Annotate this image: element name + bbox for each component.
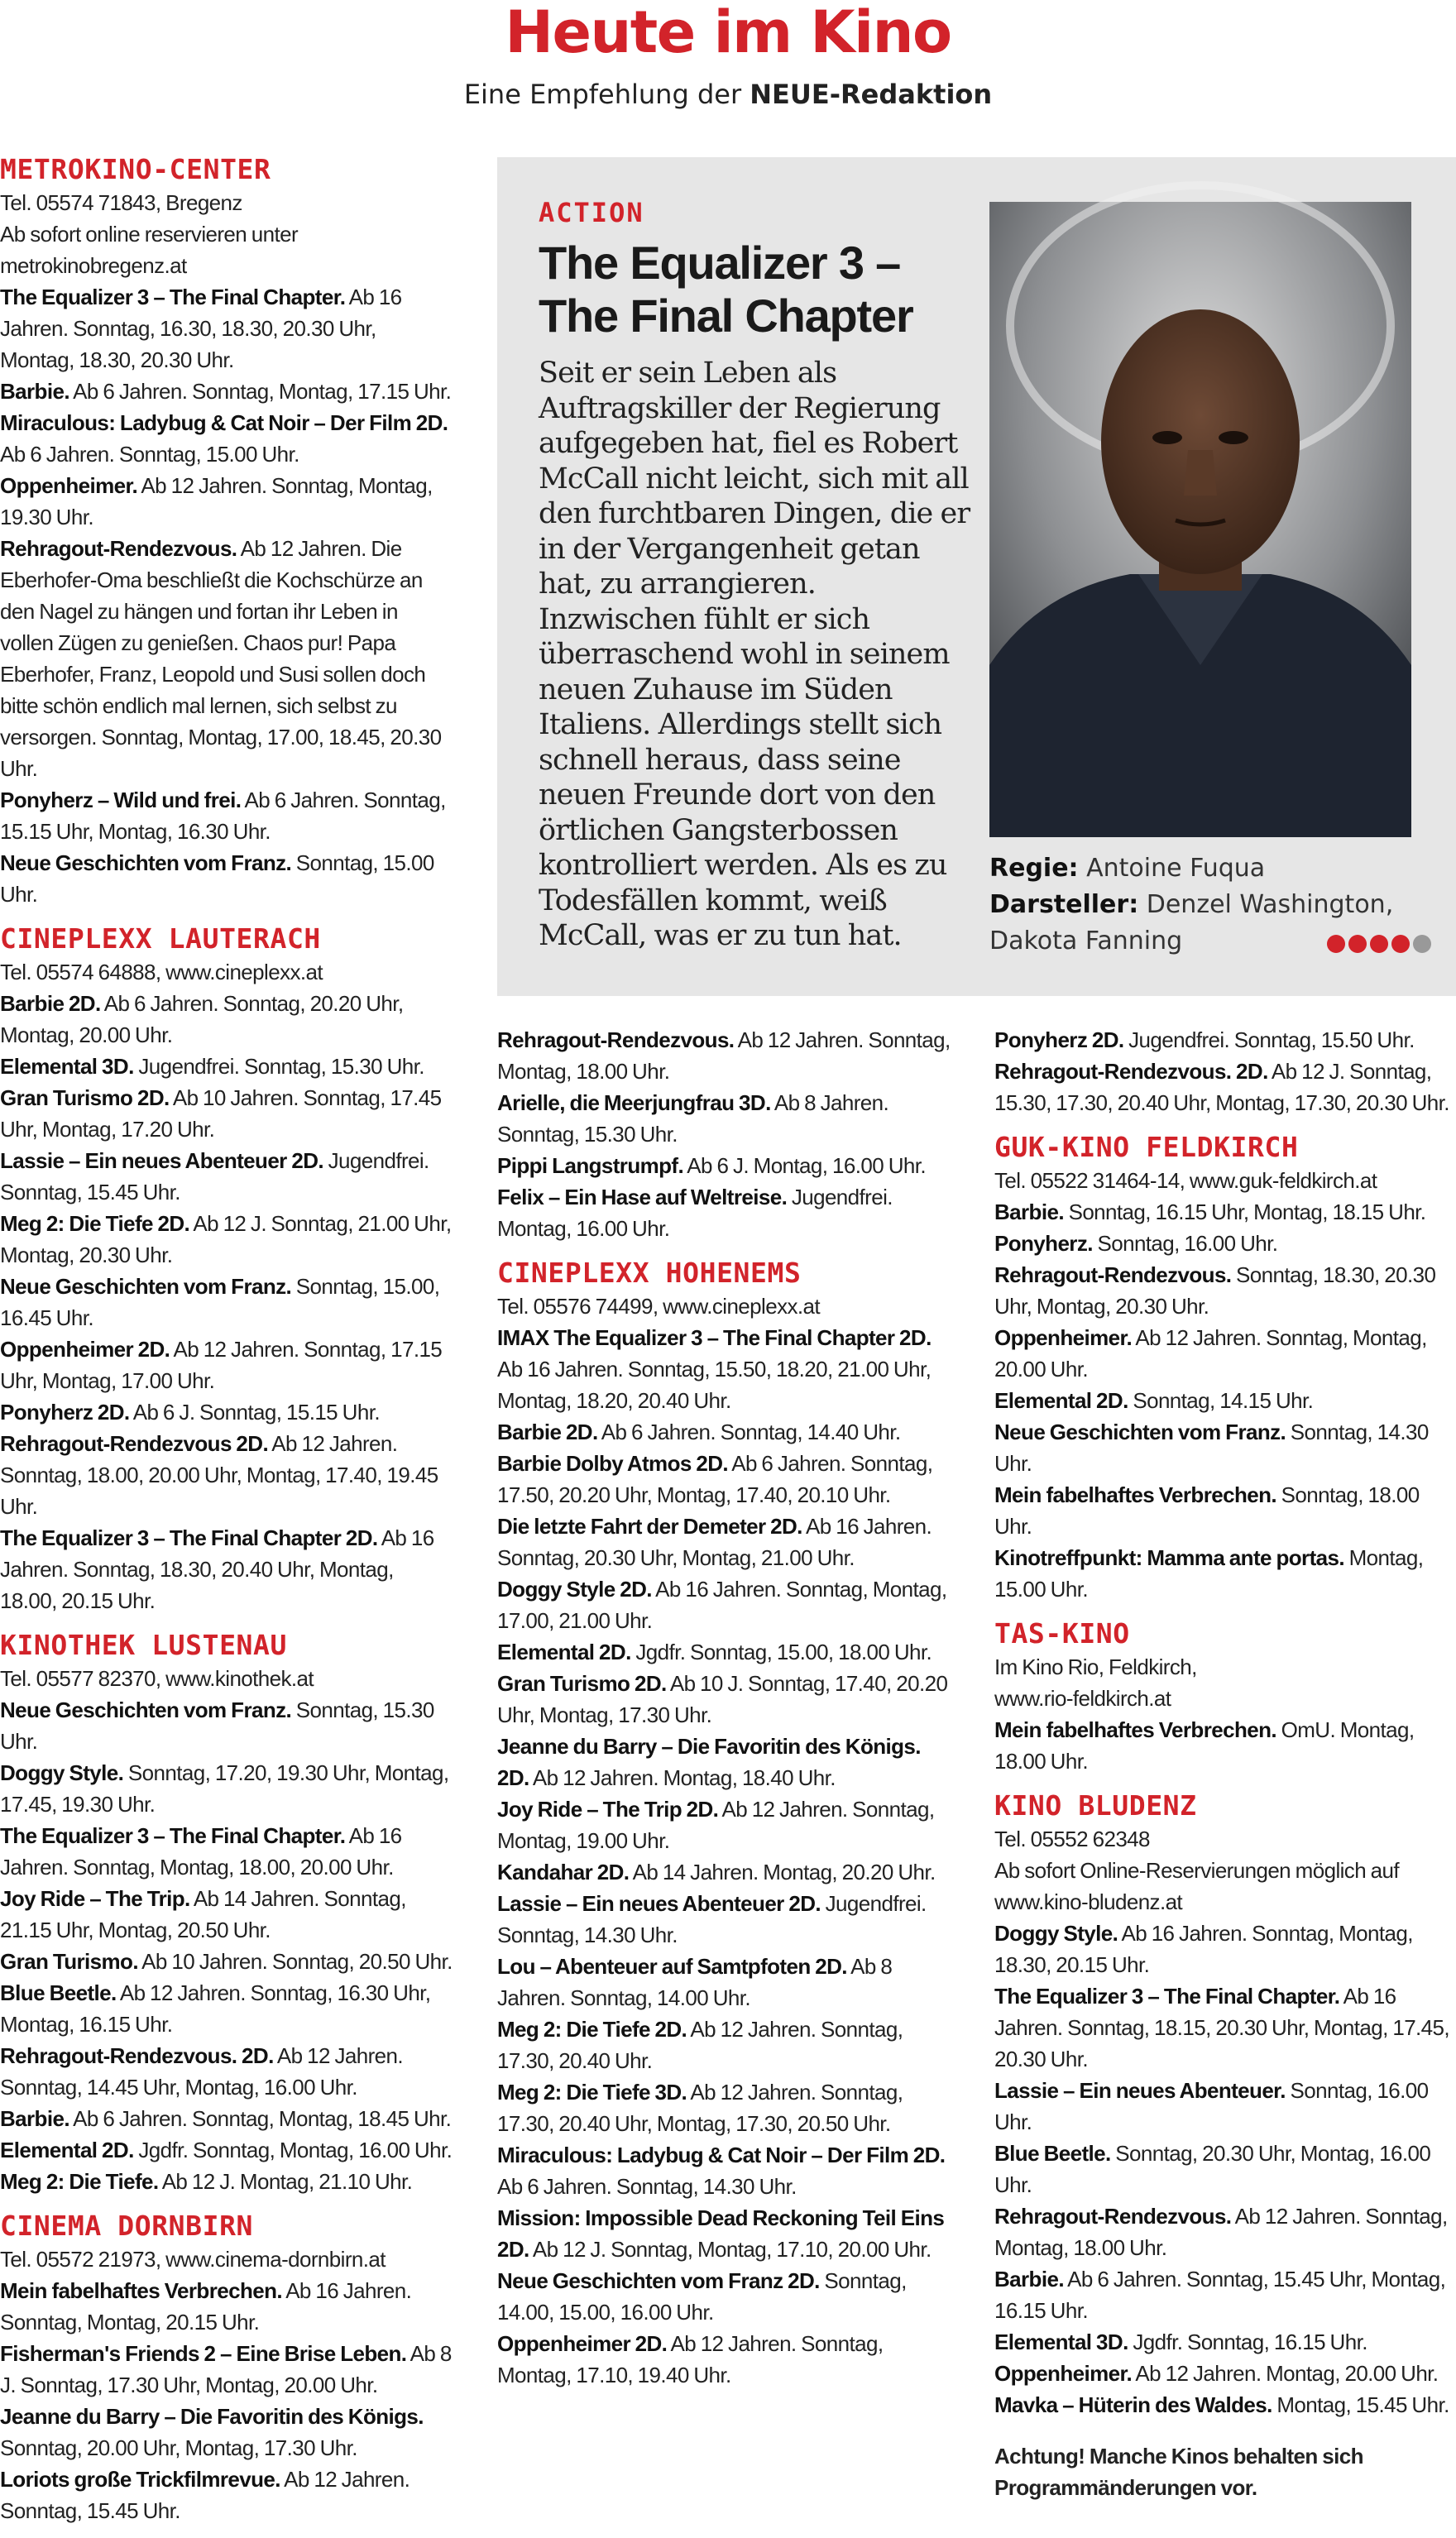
movie-title: Meg 2: Die Tiefe.: [0, 2169, 159, 2194]
screening-entry: [497, 1511, 951, 1573]
movie-still-image: [989, 202, 1411, 837]
screening-entry: [994, 1228, 1456, 1259]
movie-title: Elemental 2D.: [994, 1388, 1128, 1413]
movie-title: Gran Turismo 2D.: [497, 1671, 667, 1696]
cinema-info: Ab sofort online reservieren unter metrokinobregenz.at: [0, 222, 299, 278]
screening-entry: [994, 1542, 1456, 1605]
movie-title: Fisherman's Friends 2 – Eine Brise Leben.: [0, 2341, 407, 2366]
movie-title: Die letzte Fahrt der Demeter 2D.: [497, 1514, 802, 1539]
movie-title: Rehragout-Rendezvous.: [497, 1027, 735, 1052]
movie-title: Neue Geschichten vom Franz.: [0, 1698, 292, 1722]
screening-entry: [0, 533, 453, 784]
screening-times: Ab 12 Jahren. Die Eberhofer-Oma beschließt die Kochschürze an den Nagel zu hängen und fortan ihr Leben in vollen Zügen zu genießen. Chaos pur! Papa Eberhofer, Franz, Leopold und Susi sollen doch bitte schön endlich mal lernen, sich selbst zu versorgen. Sonntag, Montag, 17.00, 18.45, 20.30 Uhr.: [0, 536, 442, 781]
screening-entry: [0, 847, 453, 910]
cinema-name: GUK-KINO FELDKIRCH: [994, 1131, 1299, 1163]
screening-times: Sonntag, 18.00 Uhr.: [994, 1482, 1420, 1539]
movie-title: Elemental 2D.: [497, 1640, 631, 1664]
movie-title: Barbie.: [0, 379, 69, 404]
movie-title: Doggy Style.: [994, 1921, 1118, 1946]
movie-title: The Equalizer 3 – The Final Chapter.: [994, 1984, 1340, 2009]
rating-dot-empty: [1413, 935, 1431, 953]
program-change-note: Achtung! Manche Kinos behalten sich Programmänderungen vor.: [994, 2444, 1363, 2500]
screening-times: Jugendfrei. Montag, 16.00 Uhr.: [497, 1185, 893, 1241]
screening-times: Jgdfr. Sonntag, 16.15 Uhr.: [1128, 2330, 1367, 2354]
column-1: [0, 152, 453, 2538]
movie-title: Mission: Impossible Dead Reckoning Teil Eins 2D.: [497, 2205, 945, 2262]
cinema-name: CINEPLEXX LAUTERACH: [0, 922, 321, 955]
screening-times: Jugendfrei. Sonntag, 15.30 Uhr.: [133, 1054, 424, 1079]
cinema-section-tas-kino: [994, 1616, 1456, 1777]
movie-title: Felix – Ein Hase auf Weltreise.: [497, 1185, 788, 1209]
movie-title: Neue Geschichten vom Franz.: [994, 1420, 1286, 1444]
screening-times: Ab 16 Jahren. Sonntag, Montag, 17.00, 21.00 Uhr.: [497, 1577, 947, 1633]
movie-title: The Equalizer 3 – The Final Chapter 2D.: [0, 1525, 378, 1550]
screening-times: Ab 6 Jahren. Sonntag, 15.00 Uhr.: [0, 442, 299, 467]
screening-entry: [0, 1694, 453, 1757]
screening-entry: [994, 1416, 1456, 1479]
movie-title: Doggy Style 2D.: [497, 1577, 652, 1602]
screening-entry: [994, 1056, 1456, 1118]
column-3: [994, 1024, 1456, 2503]
movie-title: Jeanne du Barry – Die Favoritin des Königs. 2D.: [497, 1734, 921, 1790]
screening-entry: [497, 2014, 951, 2076]
screening-entry: [994, 1322, 1456, 1385]
screening-times: Sonntag, 14.00, 15.00, 16.00 Uhr.: [497, 2268, 907, 2325]
screening-times: Ab 12 Jahren. Sonntag, 18.00, 20.00 Uhr, Montag, 17.40, 19.45 Uhr.: [0, 1431, 438, 1519]
screening-times: Jgdfr. Sonntag, Montag, 16.00 Uhr.: [133, 2138, 453, 2162]
screening-times: Ab 12 Jahren. Sonntag, 17.30, 20.40 Uhr.: [497, 2017, 903, 2073]
movie-title: Oppenheimer.: [994, 2361, 1133, 2386]
screening-entry: [0, 784, 453, 847]
rating-dot-filled: [1391, 935, 1410, 953]
movie-title: Barbie.: [994, 2267, 1064, 2291]
screening-entry: [0, 1145, 453, 1208]
screening-times: Ab 12 Jahren. Sonntag, 15.45 Uhr.: [0, 2467, 410, 2523]
screening-entry: [497, 1448, 951, 1511]
screening-entry: [0, 2338, 453, 2401]
movie-title: Neue Geschichten vom Franz.: [0, 850, 292, 875]
subtitle-prefix: Eine Empfehlung der: [463, 79, 750, 110]
column-2: [497, 1024, 951, 2402]
movie-title: Meg 2: Die Tiefe 2D.: [0, 1211, 190, 1236]
screening-entry: [994, 1024, 1456, 1056]
screening-times: OmU. Montag, 18.00 Uhr.: [994, 1717, 1415, 1774]
cinema-info: Tel. 05574 64888, www.cineplexx.at: [0, 960, 323, 984]
screening-entry: [0, 2040, 453, 2103]
cinema-name: TAS-KINO: [994, 1617, 1130, 1650]
screening-times: Sonntag, 20.30 Uhr, Montag, 16.00 Uhr.: [994, 2141, 1431, 2197]
screening-entry: [0, 2401, 453, 2464]
screening-entry: [994, 1385, 1456, 1416]
screening-times: Ab 12 J. Sonntag, 21.00 Uhr, Montag, 20.30 Uhr.: [0, 1211, 452, 1267]
movie-title: Miraculous: Ladybug & Cat Noir – Der Film 2D.: [497, 2143, 946, 2167]
screening-times: Sonntag, 15.30 Uhr.: [0, 1698, 434, 1754]
screening-times: Ab 8 J. Sonntag, 17.30 Uhr, Montag, 20.00 Uhr.: [0, 2341, 452, 2397]
screening-entry: [497, 1573, 951, 1636]
screening-times: Ab 12 Jahren. Sonntag, 17.30, 20.40 Uhr, Montag, 17.30, 20.50 Uhr.: [497, 2080, 903, 2136]
screening-times: Ab 12 Jahren. Sonntag, Montag, 17.10, 19.40 Uhr.: [497, 2331, 884, 2387]
screening-entry: [994, 2389, 1456, 2421]
screening-times: Ab 16 Jahren. Sonntag, Montag, 18.30, 20.15 Uhr.: [994, 1921, 1413, 1977]
screening-times: Ab 10 Jahren. Sonntag, 17.45 Uhr, Montag, 17.20 Uhr.: [0, 1085, 442, 1142]
cinema-info: Ab sofort Online-Reservierungen möglich auf www.kino-bludenz.at: [994, 1858, 1400, 1914]
screening-times: Ab 12 Jahren. Sonntag, Montag, 20.00 Uhr.: [994, 1325, 1427, 1382]
screening-times: Sonntag, 14.15 Uhr.: [1128, 1388, 1314, 1413]
cinema-section: [994, 1024, 1456, 1118]
cinema-section-cineplexx-hohenems: [497, 1256, 951, 2391]
movie-title: Mein fabelhaftes Verbrechen.: [0, 2278, 282, 2303]
movie-title: Rehragout-Rendezvous 2D.: [0, 1431, 269, 1456]
screening-times: Ab 6 Jahren. Sonntag, 14.30 Uhr.: [497, 2174, 797, 2199]
feature-genre: ACTION: [539, 197, 644, 228]
screening-times: Jugendfrei. Sonntag, 15.45 Uhr.: [0, 1148, 429, 1204]
feature-title-line1: The Equalizer 3 –: [539, 237, 901, 289]
screening-times: Ab 16 Jahren. Sonntag, 20.30 Uhr, Montag, 21.00 Uhr.: [497, 1514, 932, 1570]
screening-times: Sonntag, 14.30 Uhr.: [994, 1420, 1429, 1476]
screening-times: Sonntag, 18.30, 20.30 Uhr, Montag, 20.30 Uhr.: [994, 1262, 1436, 1319]
subtitle-bold: NEUE-Redaktion: [750, 79, 993, 110]
screening-times: Jugendfrei. Sonntag, 15.50 Uhr.: [1123, 1027, 1415, 1052]
movie-title: Lassie – Ein neues Abenteuer.: [994, 2078, 1286, 2103]
cinema-name: METROKINO-CENTER: [0, 153, 271, 185]
movie-title: Lou – Abenteuer auf Samtpfoten 2D.: [497, 1954, 847, 1979]
movie-title: Pippi Langstrumpf.: [497, 1153, 684, 1178]
screening-entry: [0, 1396, 453, 1428]
movie-title: Ponyherz 2D.: [994, 1027, 1124, 1052]
page-subtitle: [0, 78, 1456, 111]
screening-times: Ab 14 Jahren. Montag, 20.20 Uhr.: [629, 1860, 936, 1884]
screening-entry: [497, 1888, 951, 1951]
screening-times: Ab 16 Jahren. Sonntag, 16.30, 18.30, 20.30 Uhr, Montag, 18.30, 20.30 Uhr.: [0, 285, 402, 372]
screening-entry: [497, 1636, 951, 1668]
screening-entry: [497, 1322, 951, 1416]
screening-entry: [497, 2265, 951, 2328]
screening-times: Sonntag, 20.00 Uhr, Montag, 17.30 Uhr.: [0, 2435, 357, 2460]
movie-title: Rehragout-Rendezvous. 2D.: [0, 2043, 274, 2068]
movie-title: Arielle, die Meerjungfrau 3D.: [497, 1090, 771, 1115]
screening-times: Jugendfrei. Sonntag, 14.30 Uhr.: [497, 1891, 927, 1947]
movie-title: The Equalizer 3 – The Final Chapter.: [0, 1823, 346, 1848]
screening-entry: [0, 2166, 453, 2197]
screening-times: Ab 6 J. Montag, 16.00 Uhr.: [683, 1153, 926, 1178]
screening-entry: [497, 1416, 951, 1448]
feature-title: [539, 237, 969, 342]
screening-entry: [0, 376, 453, 407]
screening-times: Ab 6 Jahren. Sonntag, 15.45 Uhr, Montag, 16.15 Uhr.: [994, 2267, 1446, 2323]
screening-times: Ab 16 Jahren. Sonntag, 18.30, 20.40 Uhr, Montag, 18.00, 20.15 Uhr.: [0, 1525, 434, 1613]
cinema-info: www.rio-feldkirch.at: [994, 1686, 1171, 1711]
cinema-section-cinema-dornbirn: [0, 2209, 453, 2526]
cinema-info: Tel. 05574 71843, Bregenz: [0, 190, 242, 215]
screening-entry: [497, 1087, 951, 1150]
screening-times: Ab 12 J. Sonntag, Montag, 17.10, 20.00 Uhr.: [529, 2237, 932, 2262]
screening-entry: [0, 1820, 453, 1883]
movie-title: Oppenheimer 2D.: [497, 2331, 668, 2356]
screening-entry: [994, 1196, 1456, 1228]
screening-times: Ab 12 Jahren. Sonntag, Montag, 18.00 Uhr.: [994, 2204, 1448, 2260]
cinema-info: Tel. 05522 31464-14, www.guk-feldkirch.at: [994, 1168, 1377, 1193]
screening-entry: [0, 2464, 453, 2526]
movie-title: Mein fabelhaftes Verbrechen.: [994, 1717, 1276, 1742]
screening-times: Sonntag, 16.00 Uhr.: [1092, 1231, 1278, 1256]
screening-entry: [0, 2275, 453, 2338]
movie-title: Elemental 3D.: [994, 2330, 1128, 2354]
movie-title: Gran Turismo.: [0, 1949, 138, 1974]
screening-entry: [0, 2103, 453, 2134]
cinema-section-metrokino-center: [0, 152, 453, 910]
screening-times: Ab 12 J. Sonntag, 15.30, 17.30, 20.40 Uhr, Montag, 17.30, 20.30 Uhr.: [994, 1059, 1449, 1115]
movie-title: Kinotreffpunkt: Mamma ante portas.: [994, 1545, 1344, 1570]
movie-title: Mein fabelhaftes Verbrechen.: [994, 1482, 1276, 1507]
feature-body: Seit er sein Leben als Auftragskiller der Regierung aufgegeben hat, fiel es Robert McCall nicht leicht, sich mit all den furchtbaren Dingen, die er in der Vergangenheit getan hat, zu arrangieren. Inzwischen fühlt er sich überraschend wohl in seinem neuen Zuhause im Süden Italiens. Allerdings stellt sich schnell heraus, dass seine neuen Freunde dort von den örtlichen Gangsterbossen kontrolliert werden. Als es zu Todesfällen kommt, weiß McCall, was er zu tun hat.: [539, 357, 970, 952]
movie-title: Mavka – Hüterin des Waldes.: [994, 2392, 1272, 2417]
movie-title: Barbie Dolby Atmos 2D.: [497, 1451, 729, 1476]
movie-title: Barbie 2D.: [497, 1420, 598, 1444]
screening-entry: [0, 1946, 453, 1977]
screening-entry: [497, 1668, 951, 1731]
screening-entry: [994, 2326, 1456, 2358]
cinema-info: Tel. 05572 21973, www.cinema-dornbirn.at: [0, 2247, 386, 2272]
screening-times: Ab 16 Jahren. Sonntag, 15.50, 18.20, 21.00 Uhr, Montag, 18.20, 20.40 Uhr.: [497, 1357, 932, 1413]
screening-times: Ab 6 Jahren. Sonntag, 15.15 Uhr, Montag, 16.30 Uhr.: [0, 788, 446, 844]
screening-entry: [0, 1522, 453, 1616]
screening-times: Ab 16 Jahren. Sonntag, 18.15, 20.30 Uhr, Montag, 17.45, 20.30 Uhr.: [994, 1984, 1450, 2071]
screening-entry: [994, 1714, 1456, 1777]
screening-entry: [497, 1024, 951, 1087]
screening-times: Ab 12 Jahren. Montag, 20.00 Uhr.: [1132, 2361, 1439, 2386]
movie-title: Neue Geschichten vom Franz.: [0, 1274, 292, 1299]
movie-title: Rehragout-Rendezvous.: [994, 2204, 1232, 2229]
screening-entry: [0, 1051, 453, 1082]
feature-credits: [989, 850, 1436, 960]
screening-entry: [497, 1731, 951, 1793]
rating-dot-filled: [1370, 935, 1388, 953]
regie-label: Regie:: [989, 854, 1079, 883]
darsteller-value: Denzel Washington, Dakota Fanning: [989, 890, 1394, 955]
darsteller-label: Darsteller:: [989, 890, 1139, 919]
cinema-section-guk-kino-feldkirch: [994, 1130, 1456, 1605]
screening-entry: [497, 2328, 951, 2391]
movie-title: Blue Beetle.: [994, 2141, 1111, 2166]
screening-times: Ab 12 Jahren. Sonntag, 14.45 Uhr, Montag, 16.00 Uhr.: [0, 2043, 403, 2100]
movie-title: Oppenheimer.: [994, 1325, 1133, 1350]
screening-entry: [497, 1856, 951, 1888]
movie-title: Oppenheimer 2D.: [0, 1337, 170, 1362]
screening-times: Ab 6 Jahren. Sonntag, Montag, 18.45 Uhr.: [69, 2106, 452, 2131]
screening-times: Sonntag, 16.15 Uhr, Montag, 18.15 Uhr.: [1063, 1200, 1426, 1224]
screening-entry: [0, 2134, 453, 2166]
screening-entry: [994, 2075, 1456, 2138]
cinema-name: KINOTHEK LUSTENAU: [0, 1629, 287, 1661]
movie-title: The Equalizer 3 – The Final Chapter.: [0, 285, 346, 309]
screening-entry: [994, 1980, 1456, 2075]
movie-title: Ponyherz 2D.: [0, 1400, 130, 1425]
screening-entry: [0, 1977, 453, 2040]
screening-times: Sonntag, 15.00 Uhr.: [0, 850, 434, 907]
movie-title: Neue Geschichten vom Franz 2D.: [497, 2268, 820, 2293]
screening-times: Ab 12 Jahren. Sonntag, Montag, 19.00 Uhr.: [497, 1797, 935, 1853]
screening-times: Ab 6 Jahren. Sonntag, 17.50, 20.20 Uhr, Montag, 17.40, 20.10 Uhr.: [497, 1451, 933, 1507]
screening-times: Ab 8 Jahren. Sonntag, 14.00 Uhr.: [497, 1954, 893, 2010]
screening-entry: [994, 2138, 1456, 2200]
cinema-info: Tel. 05576 74499, www.cineplexx.at: [497, 1294, 820, 1319]
screening-times: Ab 12 Jahren. Sonntag, 16.30 Uhr, Montag, 16.15 Uhr.: [0, 1980, 431, 2037]
screening-entry: [0, 1271, 453, 1334]
feature-box: [497, 157, 1456, 996]
movie-title: Barbie 2D.: [0, 991, 101, 1016]
movie-title: Barbie.: [994, 1200, 1064, 1224]
screening-entry: [994, 2263, 1456, 2326]
screening-entry: [497, 2076, 951, 2139]
movie-title: Joy Ride – The Trip.: [0, 1886, 190, 1911]
screening-times: Sonntag, 16.00 Uhr.: [994, 2078, 1429, 2134]
movie-title: Lassie – Ein neues Abenteuer 2D.: [0, 1148, 323, 1173]
screening-times: Montag, 15.00 Uhr.: [994, 1545, 1424, 1602]
screening-times: Ab 8 Jahren. Sonntag, 15.30 Uhr.: [497, 1090, 889, 1147]
movie-title: Ponyherz – Wild und frei.: [0, 788, 242, 812]
rating-dot-filled: [1327, 935, 1345, 953]
screening-times: Ab 12 Jahren. Sonntag, 17.15 Uhr, Montag, 17.00 Uhr.: [0, 1337, 443, 1393]
rating-dots: [1327, 935, 1431, 953]
screening-times: Sonntag, 17.20, 19.30 Uhr, Montag, 17.45, 19.30 Uhr.: [0, 1760, 449, 1817]
screening-times: Sonntag, 15.00, 16.45 Uhr.: [0, 1274, 440, 1330]
screening-entry: [497, 1793, 951, 1856]
screening-times: Ab 16 Jahren. Sonntag, Montag, 18.00, 20.00 Uhr.: [0, 1823, 402, 1880]
movie-title: Joy Ride – The Trip 2D.: [497, 1797, 719, 1822]
movie-title: Meg 2: Die Tiefe 3D.: [497, 2080, 687, 2105]
cinema-name: KINO BLUDENZ: [994, 1789, 1197, 1822]
movie-title: Jeanne du Barry – Die Favoritin des Königs.: [0, 2404, 424, 2429]
movie-title: Rehragout-Rendezvous. 2D.: [994, 1059, 1268, 1084]
screening-entry: [994, 1479, 1456, 1542]
movie-title: Doggy Style.: [0, 1760, 124, 1785]
screening-entry: [0, 470, 453, 533]
screening-entry: [497, 1150, 951, 1181]
screening-times: Ab 14 Jahren. Sonntag, 21.15 Uhr, Montag, 20.50 Uhr.: [0, 1886, 406, 1942]
feature-photo: [989, 202, 1411, 837]
screening-entry: [0, 281, 453, 376]
screening-times: Ab 16 Jahren. Sonntag, Montag, 20.15 Uhr.: [0, 2278, 412, 2334]
screening-times: Ab 6 Jahren. Sonntag, 20.20 Uhr, Montag, 20.00 Uhr.: [0, 991, 404, 1047]
movie-title: Oppenheimer.: [0, 473, 138, 498]
feature-title-line2: The Final Chapter: [539, 290, 913, 342]
screening-times: Ab 12 J. Montag, 21.10 Uhr.: [158, 2169, 413, 2194]
screening-times: Ab 10 Jahren. Sonntag, 20.50 Uhr.: [137, 1949, 453, 1974]
movie-title: Loriots große Trickfilmrevue.: [0, 2467, 280, 2492]
cinema-name: CINEMA DORNBIRN: [0, 2210, 254, 2242]
cinema-section-kino-bludenz: [994, 1789, 1456, 2421]
screening-times: Ab 6 Jahren. Sonntag, 14.40 Uhr.: [597, 1420, 901, 1444]
movie-title: Rehragout-Rendezvous.: [994, 1262, 1232, 1287]
screening-times: Montag, 15.45 Uhr.: [1272, 2392, 1449, 2417]
rating-dot-filled: [1348, 935, 1367, 953]
movie-title: Elemental 2D.: [0, 2138, 134, 2162]
screening-times: Ab 12 Jahren. Montag, 18.40 Uhr.: [529, 1765, 836, 1790]
regie-value: Antoine Fuqua: [1086, 854, 1266, 883]
screening-entry: [994, 2200, 1456, 2263]
cinema-info: Tel. 05577 82370, www.kinothek.at: [0, 1666, 314, 1691]
screening-times: Ab 6 J. Sonntag, 15.15 Uhr.: [129, 1400, 380, 1425]
screening-entry: [0, 1082, 453, 1145]
page-title: Heute im Kino: [505, 0, 951, 66]
movie-title: Gran Turismo 2D.: [0, 1085, 170, 1110]
screening-entry: [497, 2202, 951, 2265]
movie-title: Blue Beetle.: [0, 1980, 117, 2005]
screening-entry: [0, 988, 453, 1051]
screening-entry: [0, 1883, 453, 1946]
cinema-section: [497, 1024, 951, 1244]
screening-times: Ab 6 Jahren. Sonntag, Montag, 17.15 Uhr.: [69, 379, 452, 404]
movie-title: IMAX The Equalizer 3 – The Final Chapter 2D.: [497, 1325, 932, 1350]
movie-title: Ponyherz.: [994, 1231, 1093, 1256]
screening-times: Jgdfr. Sonntag, 15.00, 18.00 Uhr.: [630, 1640, 932, 1664]
cinema-section-cineplexx-lauterach: [0, 922, 453, 1616]
screening-entry: [0, 407, 453, 470]
screening-entry: [0, 1334, 453, 1396]
cinema-name: CINEPLEXX HOHENEMS: [497, 1257, 802, 1289]
cinema-info: Tel. 05552 62348: [994, 1827, 1150, 1851]
screening-entry: [0, 1757, 453, 1820]
screening-entry: [994, 1918, 1456, 1980]
screening-entry: [497, 2139, 951, 2202]
screening-entry: [0, 1208, 453, 1271]
movie-title: Meg 2: Die Tiefe 2D.: [497, 2017, 687, 2042]
movie-title: Elemental 3D.: [0, 1054, 134, 1079]
screening-entry: [994, 1259, 1456, 1322]
movie-title: Kandahar 2D.: [497, 1860, 630, 1884]
screening-times: Ab 12 Jahren. Sonntag, Montag, 18.00 Uhr.: [497, 1027, 951, 1084]
movie-title: Barbie.: [0, 2106, 69, 2131]
movie-title: Miraculous: Ladybug & Cat Noir – Der Film 2D.: [0, 410, 448, 435]
screening-entry: [994, 2358, 1456, 2389]
screening-times: Ab 10 J. Sonntag, 17.40, 20.20 Uhr, Montag, 17.30 Uhr.: [497, 1671, 948, 1727]
screening-entry: [497, 1181, 951, 1244]
screening-entry: [0, 1428, 453, 1522]
screening-entry: [497, 1951, 951, 2014]
screening-times: Ab 12 Jahren. Sonntag, Montag, 19.30 Uhr.: [0, 473, 433, 529]
movie-title: Lassie – Ein neues Abenteuer 2D.: [497, 1891, 821, 1916]
cinema-info: Im Kino Rio, Feldkirch,: [994, 1654, 1197, 1679]
cinema-section-kinothek-lustenau: [0, 1628, 453, 2197]
movie-title: Rehragout-Rendezvous.: [0, 536, 237, 561]
